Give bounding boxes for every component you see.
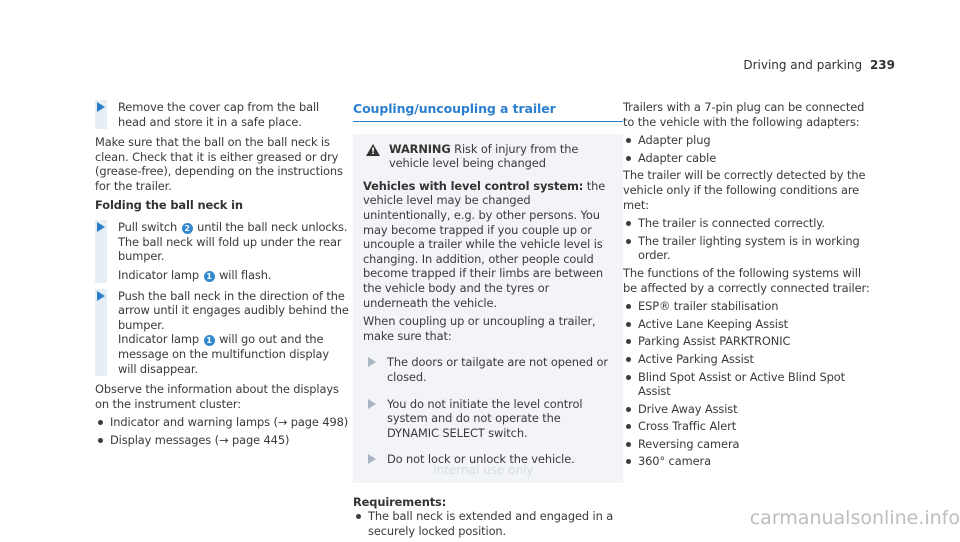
instruction-step: Pull switch 2 until the ball neck unlocks. The ball neck will fold up under the rear bumper. Indicator lamp 1 will flash.: [95, 220, 350, 282]
warning-step: You do not initiate the level control system and do not operate the DYNAMIC SELECT switch.: [363, 397, 613, 441]
watermark: Internal use only: [433, 463, 534, 477]
callout-badge: 1: [204, 335, 215, 346]
list-item: Parking Assist PARKTRONIC: [623, 334, 878, 349]
section-name: Driving and parking: [743, 58, 863, 72]
column-left: [95, 100, 350, 450]
list-item: Indicator and warning lamps (→ page 498): [95, 415, 350, 430]
callout-badge: 2: [182, 223, 193, 234]
subheading: Folding the ball neck in: [95, 197, 243, 212]
list-item: Drive Away Assist: [623, 402, 878, 417]
list-item: Active Lane Keeping Assist: [623, 317, 878, 332]
warning-box: ! WARNING Risk of injury from the vehicle level being changed Vehicles with level control system: the vehicle level may be changed unintentionally, e.g. by other persons. You may become trapped if you couple up or uncouple a trailer while the vehicle level is changing. In addition, other people could become trapped if their limbs are between the vehicle body and the tyres or underneath the vehicle. When coupling up or uncoupling a trailer, make sure that: The doors or tailgate are not opened or closed. You do not initiate the level control system and do not operate the DYNAMIC SELECT switch. Do not lock or unlock the vehicle.: [353, 134, 623, 483]
list-item: The trailer is connected correctly.: [623, 216, 878, 231]
instruction-step: Push the ball neck in the direction of the arrow until it engages audibly behind the bumper. Indicator lamp 1 will go out and the message on the multifunction display will disappear.: [95, 289, 350, 377]
paragraph: Observe the information about the displays on the instrument cluster:: [95, 382, 339, 411]
list-item: 360° camera: [623, 454, 878, 469]
list-item: Display messages (→ page 445): [95, 433, 350, 448]
paragraph: Make sure that the ball on the ball neck is clean. Check that it is either greased or dry (grease-free), depending on the instructions for the trailer.: [95, 135, 343, 193]
warning-subtitle: Vehicles with level control system:: [363, 178, 584, 193]
list-item: Cross Traffic Alert: [623, 419, 878, 434]
warning-step: Do not lock or unlock the vehicle.: [363, 452, 613, 467]
page-number: 239: [869, 58, 895, 72]
footer-watermark: carmanualsonline.info: [749, 507, 960, 529]
list-item: Active Parking Assist: [623, 352, 878, 367]
requirements-title: Requirements:: [353, 494, 447, 509]
instruction-step: Remove the cover cap from the ball head and store it in a safe place.: [95, 100, 350, 129]
list-item: Reversing camera: [623, 437, 878, 452]
step-arrow-icon: [97, 102, 105, 112]
list-item: The ball neck is extended and engaged in a securely locked position.: [353, 509, 623, 538]
section-title: Coupling/uncoupling a trailer: [353, 102, 623, 122]
callout-badge: 1: [204, 271, 215, 282]
step-arrow-icon: [97, 222, 105, 232]
list-item: Adapter plug: [623, 133, 878, 148]
list-item: Blind Spot Assist or Active Blind Spot Assist: [623, 370, 878, 399]
column-right: Trailers with a 7-pin plug can be connected to the vehicle with the following adapters: Adapter plug Adapter cable The trailer will be correctly detected by the vehicle only if the following conditions are met: The trailer is connected correctly. The trailer lighting system is in working order. The functions of the following systems will be affected by a correctly connected trailer: ESP® trailer stabilisation Active Lane Keeping Assist Parking Assist PARKTRONIC Active Parking Assist Blind Spot Assist or Active Blind Spot Assist Drive Away Assist Cross Traffic Alert Reversing camera 360° camera: [623, 100, 878, 472]
step-arrow-icon: [368, 454, 376, 464]
warning-label: WARNING: [389, 141, 451, 156]
list-item: Adapter cable: [623, 151, 878, 166]
step-arrow-icon: [368, 399, 376, 409]
warning-step: The doors or tailgate are not opened or closed.: [363, 355, 613, 384]
page-header: [743, 58, 895, 72]
step-arrow-icon: [368, 357, 376, 367]
step-arrow-icon: [97, 291, 105, 301]
list-item: The trailer lighting system is in working order.: [623, 234, 878, 263]
warning-icon: [366, 144, 380, 156]
list-item: ESP® trailer stabilisation: [623, 299, 878, 314]
